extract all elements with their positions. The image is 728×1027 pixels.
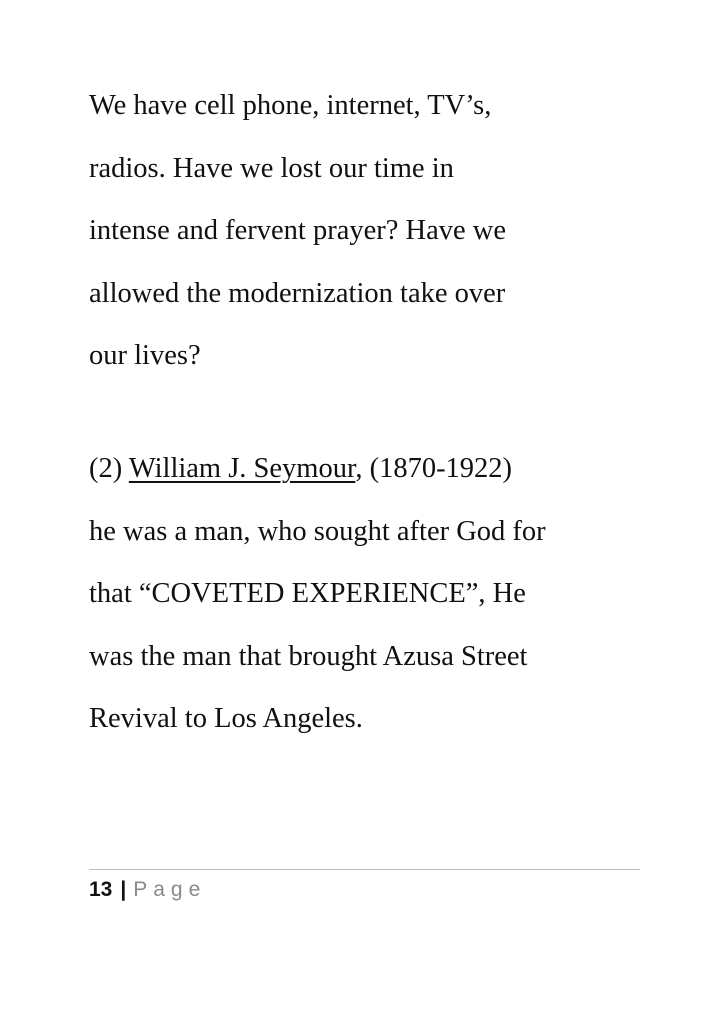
- page-footer: [89, 875, 206, 905]
- paragraph-line: radios. Have we lost our time in: [89, 152, 454, 184]
- paragraph-line: allowed the modernization take over: [89, 277, 506, 309]
- list-number: (2): [89, 453, 129, 484]
- paragraph-line: intense and fervent prayer? Have we: [89, 215, 506, 246]
- paragraph-modernization: [89, 75, 669, 388]
- footer-separator: |: [120, 878, 127, 901]
- paragraph-line: was the man that brought Azusa Street: [89, 640, 528, 672]
- person-name: William J. Seymour: [128, 453, 356, 484]
- paragraph-line: our lives?: [89, 340, 201, 371]
- footer-divider: [89, 869, 640, 870]
- paragraph-line: [89, 438, 669, 501]
- page-label: Page: [133, 878, 207, 901]
- paragraph-line: he was a man, who sought after God for: [89, 515, 546, 547]
- paragraph-line: Revival to Los Angeles.: [89, 703, 363, 734]
- paragraph-line: that “COVETED EXPERIENCE”, He: [89, 578, 526, 609]
- date-range: , (1870-1922): [355, 453, 513, 484]
- page-number: 13: [89, 878, 113, 901]
- paragraph-line: We have cell phone, internet, TV’s,: [89, 90, 492, 121]
- paragraph-seymour: [89, 438, 669, 751]
